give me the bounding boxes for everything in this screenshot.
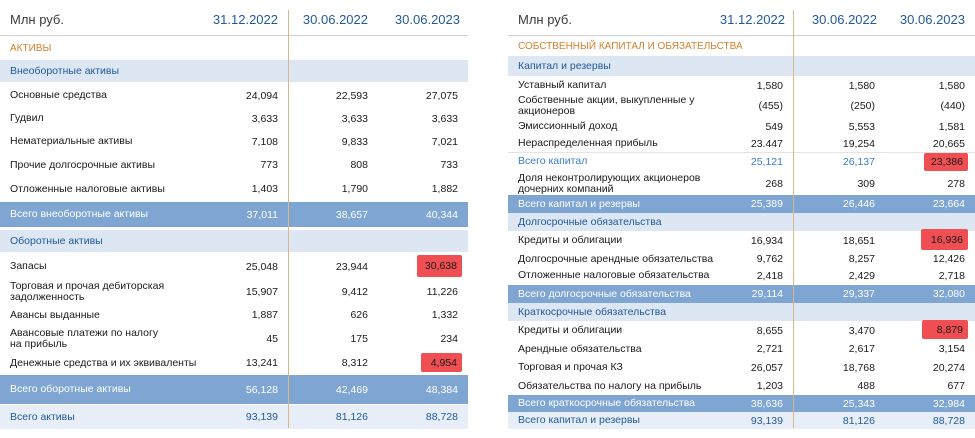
table-row: Нераспределенная прибыль 23.447 19,254 20,665 [518, 137, 965, 150]
col-header-3: 30.06.2023 [394, 11, 460, 27]
highlight-cell: 8,879 [922, 320, 968, 339]
table-row: Отложенные налоговые активы 1,403 1,790 1,882 [10, 182, 458, 195]
table-row: Основные средства 24,094 22,593 27,075 [10, 89, 458, 102]
current-assets-header: Оборотные активы [0, 230, 468, 252]
table-row: Запасы 25,048 23,944 [10, 260, 368, 273]
short-term-header: Краткосрочные обязательства [508, 303, 975, 321]
col-header-2: 30.06.2022 [302, 11, 368, 27]
column-divider [288, 10, 289, 428]
table-row: Кредиты и облигации 8,655 3,470 [518, 324, 875, 337]
highlight-cell: 23,386 [924, 153, 968, 171]
long-term-total: Всего долгосрочные обязательства 29,114 29,337 32,080 [508, 285, 975, 303]
section-title: СОБСТВЕННЫЙ КАПИТАЛ И ОБЯЗАТЕЛЬСТВА [518, 40, 743, 52]
assets-table [0, 0, 468, 438]
short-term-total: Всего краткосрочные обязательства 38,636 25,343 32,984 [508, 395, 975, 412]
table-row: Торговая и прочая КЗ 26,057 18,768 20,274 [518, 361, 965, 374]
units-label: Млн руб. [10, 11, 64, 27]
table-row: Нематериальные активы 7,108 9,833 7,021 [10, 135, 458, 148]
col-header-2: 30.06.2022 [811, 11, 877, 27]
liabilities-table [508, 0, 975, 438]
table-row: Отложенные налоговые обязательства 2,418 2,429 2,718 [518, 269, 965, 282]
table-row: Уставный капитал 1,580 1,580 1,580 [518, 79, 965, 92]
table-header [508, 6, 975, 32]
highlight-cell: 30,638 [417, 255, 462, 277]
table-row: Обязательства по налогу на прибыль 1,203 488 677 [518, 379, 965, 392]
table-row: Арендные обязательства 2,721 2,617 3,154 [518, 342, 965, 355]
table-row: Авансы выданные 1,887 626 1,332 [10, 308, 458, 321]
table-header [0, 6, 468, 32]
capital-subtotal: Всего капитал 25,121 26,137 [518, 155, 875, 168]
capital-header: Капитал и резервы [508, 56, 975, 76]
table-row: Прочие долгосрочные активы 773 808 733 [10, 158, 458, 171]
noncurrent-assets-total: Всего внеоборотные активы 37,011 38,657 40,344 [0, 202, 468, 227]
units-label: Млн руб. [518, 11, 572, 27]
total-assets: Всего активы 93,139 81,126 88,728 [0, 405, 468, 429]
long-term-header: Долгосрочные обязательства [508, 213, 975, 231]
table-row: Гудвил 3,633 3,633 3,633 [10, 112, 458, 125]
header-divider [508, 35, 975, 36]
highlight-cell: 16,936 [921, 229, 968, 250]
noncurrent-assets-header: Внеоборотные активы [0, 60, 468, 82]
current-assets-total: Всего оборотные активы 56,128 42,469 48,384 [0, 375, 468, 404]
col-header-1: 31.12.2022 [212, 11, 278, 27]
table-row: Авансовые платежи по налогу на прибыль 45 175 234 [10, 326, 458, 350]
header-divider [0, 35, 468, 36]
table-row: Торговая и прочая дебиторская задолженность 15,907 9,412 11,226 [10, 279, 458, 303]
col-header-1: 31.12.2022 [719, 11, 785, 27]
total-equity-liabilities: Всего капитал и резервы 93,139 81,126 88,728 [508, 412, 975, 429]
highlight-cell: 4,954 [421, 353, 462, 372]
table-row: Доля неконтролирующих акционеров дочерних компаний 268 309 278 [518, 172, 965, 195]
table-row: Кредиты и облигации 16,934 18,651 [518, 234, 875, 247]
table-row: Денежные средства и их эквиваленты 13,241 8,312 [10, 356, 368, 369]
table-row: Долгосрочные арендные обязательства 9,762 8,257 12,426 [518, 252, 965, 265]
column-divider [793, 10, 794, 428]
table-row: Эмиссионный доход 549 5,553 1,581 [518, 120, 965, 133]
table-row: Собственные акции, выкупленные у акционеров (455) (250) (440) [518, 94, 965, 117]
section-title: АКТИВЫ [10, 42, 52, 54]
col-header-3: 30.06.2023 [899, 11, 965, 27]
capital-total: Всего капитал и резервы 25,389 26,446 23,664 [508, 195, 975, 213]
